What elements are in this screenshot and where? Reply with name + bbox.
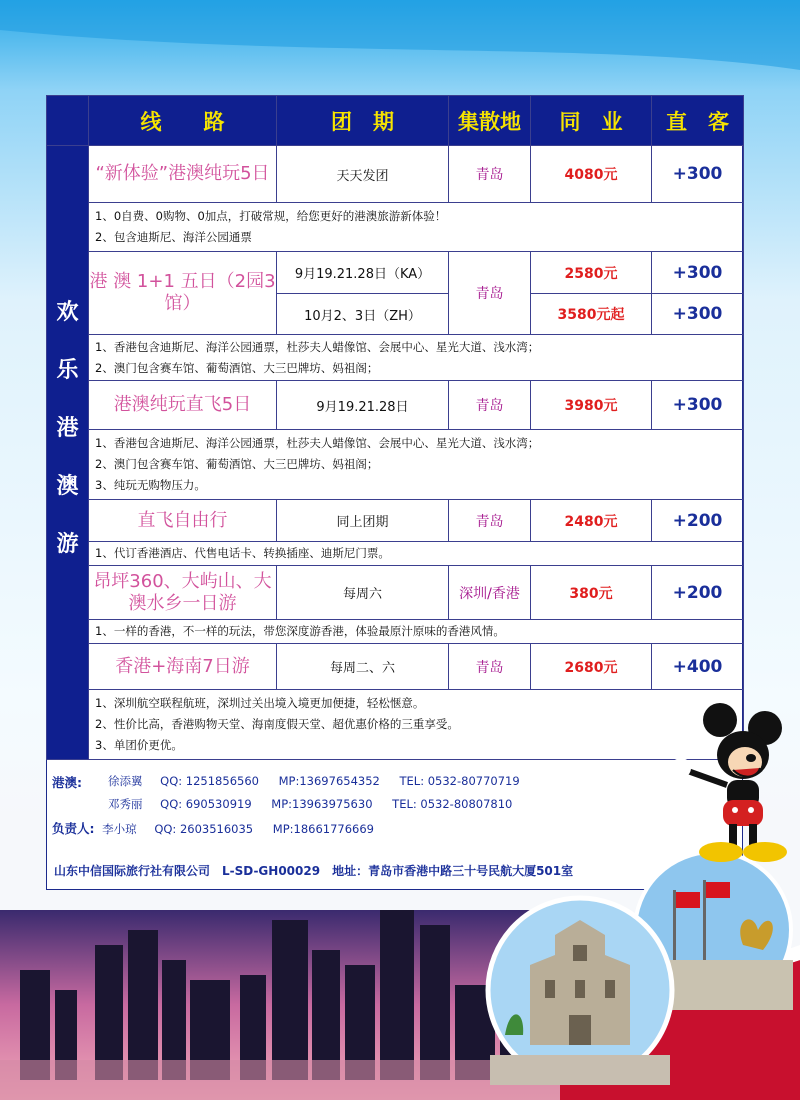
route-direct-price: +300 bbox=[652, 381, 744, 430]
side-char: 港 bbox=[56, 416, 79, 441]
route-date: 同上团期 bbox=[277, 500, 449, 542]
route-direct-price: +400 bbox=[652, 644, 744, 690]
note-line: 1、深圳航空联程航班，深圳过关出境入境更加便捷，轻松惬意。 bbox=[95, 696, 425, 710]
route-name: 直飞自由行 bbox=[89, 500, 277, 542]
table-row bbox=[47, 566, 744, 620]
side-char: 欢 bbox=[56, 300, 79, 325]
header-route: 线 路 bbox=[89, 96, 277, 146]
route-peer-price: 4080元 bbox=[531, 146, 652, 203]
lead-label: 负责人: bbox=[52, 821, 95, 836]
route-name: “新体验”港澳纯玩5日 bbox=[89, 146, 277, 203]
table-row bbox=[47, 644, 744, 690]
contact-name: 邓秀丽 bbox=[108, 797, 143, 811]
header-gather: 集散地 bbox=[449, 96, 531, 146]
note-line: 2、澳门包含赛车馆、葡萄酒馆、大三巴牌坊、妈祖阁； bbox=[95, 360, 379, 375]
route-notes bbox=[89, 430, 744, 500]
side-char: 游 bbox=[56, 532, 79, 557]
contact-row bbox=[52, 773, 82, 791]
note-line: 2、澳门包含赛车馆、葡萄酒馆、大三巴牌坊、妈祖阁； bbox=[95, 457, 379, 471]
table-row bbox=[47, 430, 744, 500]
contact-name: 李小琼 bbox=[102, 822, 137, 836]
hk-label: 港澳: bbox=[52, 775, 82, 790]
contact-qq: QQ: 690530919 bbox=[160, 797, 252, 811]
route-date: 每周六 bbox=[277, 566, 449, 620]
route-gather: 青岛 bbox=[449, 644, 531, 690]
route-notes bbox=[89, 620, 744, 644]
route-direct-price: +200 bbox=[652, 500, 744, 542]
contact-tel: TEL: 0532-80770719 bbox=[399, 774, 520, 788]
route-gather: 青岛 bbox=[449, 146, 531, 203]
route-date: 9月19.21.28日 bbox=[277, 381, 449, 430]
route-name: 港 澳 1+1 五日（2园3馆） bbox=[89, 252, 277, 335]
route-gather: 深圳/香港 bbox=[449, 566, 531, 620]
route-peer-price: 2480元 bbox=[531, 500, 652, 542]
route-notes bbox=[89, 542, 744, 566]
note-line: 1、香港包含迪斯尼、海洋公园通票，杜莎夫人蜡像馆、会展中心、星光大道、浅水湾； bbox=[95, 339, 540, 354]
table-row bbox=[47, 500, 744, 542]
note-line: 1、代订香港酒店、代售电话卡、转换插座、迪斯尼门票。 bbox=[95, 546, 390, 560]
table-row bbox=[47, 620, 744, 644]
note-line: 2、包含迪斯尼、海洋公园通票 bbox=[95, 230, 252, 244]
table-row bbox=[47, 252, 744, 294]
route-gather: 青岛 bbox=[449, 500, 531, 542]
note-line: 1、香港包含迪斯尼、海洋公园通票，杜莎夫人蜡像馆、会展中心、星光大道、浅水湾； bbox=[95, 436, 540, 450]
route-gather: 青岛 bbox=[449, 252, 531, 335]
route-peer-price: 380元 bbox=[531, 566, 652, 620]
ruins-of-st-paul-photo bbox=[485, 895, 675, 1085]
route-date: 天天发团 bbox=[277, 146, 449, 203]
table-row bbox=[47, 203, 744, 252]
header-dates: 团 期 bbox=[277, 96, 449, 146]
route-direct-price: +200 bbox=[652, 566, 744, 620]
route-name: 港澳纯玩直飞5日 bbox=[89, 381, 277, 430]
route-peer-price: 3980元 bbox=[531, 381, 652, 430]
contact-row bbox=[52, 819, 374, 837]
contact-qq: QQ: 2603516035 bbox=[154, 822, 254, 836]
route-name: 香港+海南7日游 bbox=[89, 644, 277, 690]
table-row bbox=[47, 542, 744, 566]
note-line: 1、一样的香港，不一样的玩法，带您深度游香港，体验最原汁原味的香港风情。 bbox=[95, 624, 505, 638]
route-direct-price: +300 bbox=[652, 146, 744, 203]
header-peer-price: 同 业 bbox=[531, 96, 652, 146]
contact-mobile: MP:13963975630 bbox=[271, 797, 373, 811]
header-direct-price: 直 客 bbox=[652, 96, 744, 146]
route-notes bbox=[89, 335, 744, 381]
side-title bbox=[47, 146, 89, 760]
route-notes bbox=[89, 690, 744, 760]
contact-row bbox=[108, 773, 520, 789]
table-header-row bbox=[47, 96, 744, 146]
table-row bbox=[47, 381, 744, 430]
route-name: 昂坪360、大屿山、大澳水乡一日游 bbox=[89, 566, 277, 620]
itinerary-table bbox=[46, 95, 744, 760]
mickey-mouse-image bbox=[665, 700, 795, 870]
note-line: 3、单团价更优。 bbox=[95, 738, 183, 752]
contact-qq: QQ: 1251856560 bbox=[160, 774, 259, 788]
route-direct-price: +300 bbox=[652, 294, 744, 335]
route-direct-price: +300 bbox=[652, 252, 744, 294]
contact-mobile: MP:18661776669 bbox=[272, 822, 374, 836]
contact-row bbox=[108, 796, 512, 812]
contact-tel: TEL: 0532-80807810 bbox=[392, 797, 513, 811]
route-date: 9月19.21.28日（KA） bbox=[277, 252, 449, 294]
note-line: 1、0自费、0购物、0加点，打破常规，给您更好的港澳旅游新体验！ bbox=[95, 209, 447, 223]
note-line: 3、纯玩无购物压力。 bbox=[95, 478, 206, 492]
route-notes bbox=[89, 203, 744, 252]
contact-name: 徐添翼 bbox=[108, 774, 143, 788]
company-footer: 山东中信国际旅行社有限公司 L-SD-GH00029 地址：青岛市香港中路三十号民航大厦501室 bbox=[54, 864, 574, 878]
route-peer-price: 2580元 bbox=[531, 252, 652, 294]
route-peer-price: 3580元起 bbox=[531, 294, 652, 335]
contact-mobile: MP:13697654352 bbox=[278, 774, 380, 788]
side-char: 澳 bbox=[56, 474, 79, 499]
side-char: 乐 bbox=[56, 358, 79, 383]
route-peer-price: 2680元 bbox=[531, 644, 652, 690]
route-gather: 青岛 bbox=[449, 381, 531, 430]
route-date: 每周二、六 bbox=[277, 644, 449, 690]
route-date: 10月2、3日（ZH） bbox=[277, 294, 449, 335]
table-row bbox=[47, 690, 744, 760]
table-row bbox=[47, 335, 744, 381]
table-row bbox=[47, 146, 744, 203]
header-corner bbox=[47, 96, 89, 146]
note-line: 2、性价比高，香港购物天堂、海南度假天堂、超优惠价格的三重享受。 bbox=[95, 717, 459, 731]
